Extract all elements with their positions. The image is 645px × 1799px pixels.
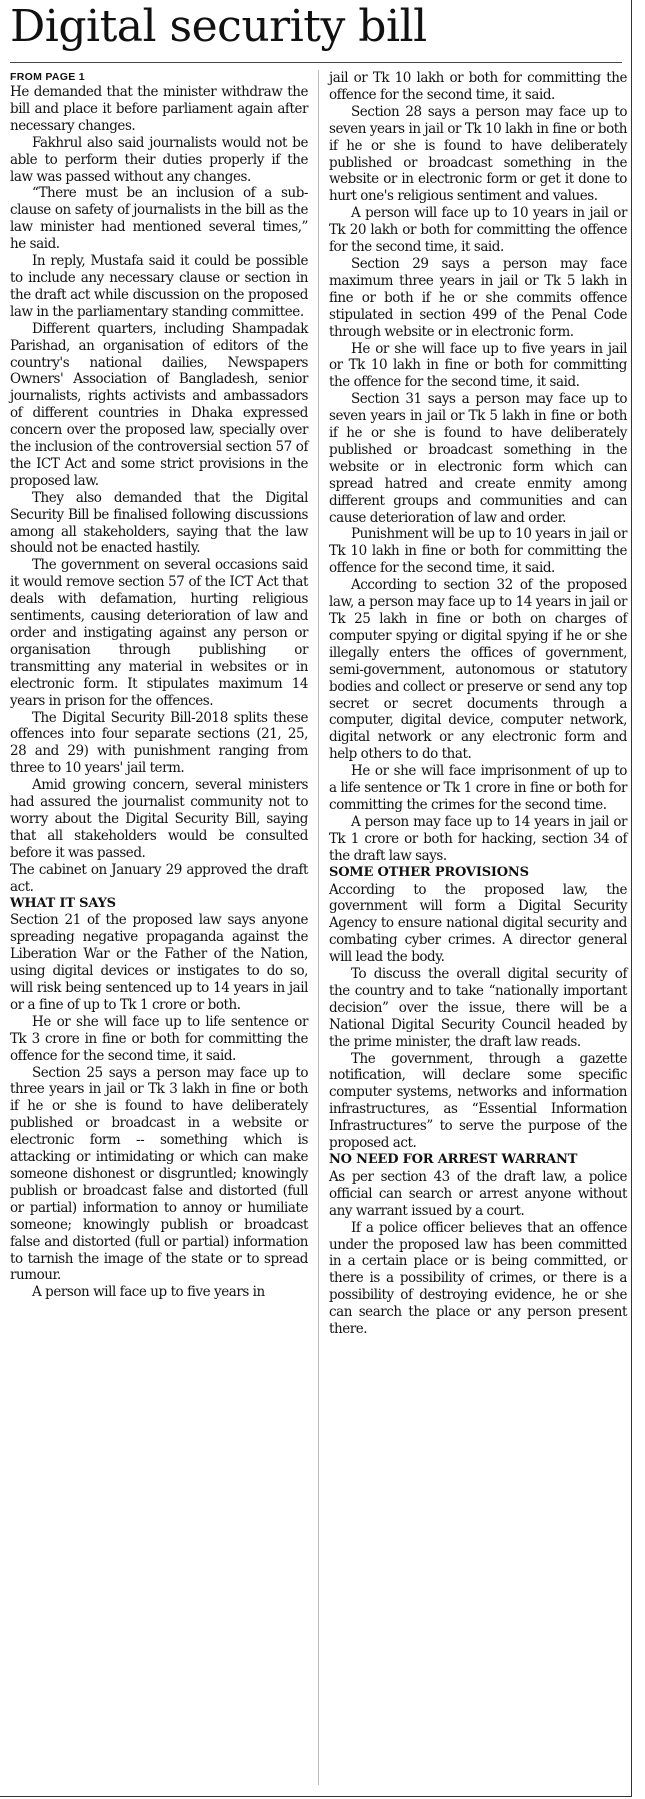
paragraph: jail or Tk 10 lakh or both for committing the offence for the second time, it said. [329,70,627,103]
kicker: FROM PAGE 1 [10,71,85,83]
paragraph: A person may face up to 14 years in jail or Tk 1 crore or both for hacking, section 34 of the draft law says. [329,813,627,864]
paragraph: Section 31 says a person may face up to seven years in jail or Tk 5 lakh in fine or both if he or she is found to have deliberately published or broadcast something in the website or in electronic form which can spread hatred and create enmity among different groups and communities and can cause deterioration of law and order. [329,391,627,526]
article-column-left [10,70,308,1301]
paragraph: Amid growing concern, several ministers had assured the journalist community not to worry about the Digital Security Bill, saying that all stakeholders would be consulted before it was passed. [10,777,308,861]
paragraph: The Digital Security Bill-2018 splits these offences into four separate sections (21, 25, 28 and 29) with punishment ranging from three to 10 years' jail term. [10,709,308,777]
paragraph: He demanded that the minister withdraw the bill and place it before parliament again after necessary changes. [10,84,308,134]
paragraph: “There must be an inclusion of a sub-clause on safety of journalists in the bill as the law minister had mentioned several times,” he said. [10,185,308,253]
paragraph: Different quarters, including Shampadak Parishad, an organisation of editors of the country's national dailies, Newspapers Owners' Association of Bangladesh, senior journalists, rights activists and ambassadors of different countries in Dhaka expressed concern over the proposed law, specially over the inclusion of the controversial section 57 of the ICT Act and some strict provisions in the proposed law. [10,320,308,489]
paragraph: Section 21 of the proposed law says anyone spreading negative propaganda against the Liberation War or the Father of the Nation, using digital devices or instigates to do so, will risk being sentenced up to 14 years in jail or a fine of up to Tk 1 crore or both. [10,912,308,1013]
column-divider [318,70,319,1785]
paragraph: A person will face up to 10 years in jail or Tk 20 lakh or both for committing the offence for the second time, it said. [329,205,627,256]
paragraph: He or she will face up to five years in jail or Tk 10 lakh in fine or both for committing the offence for the second time, it said. [329,340,627,391]
article-column-right [329,70,627,1338]
paragraph: Section 28 says a person may face up to seven years in jail or Tk 10 lakh in fine or both if he or she is found to have deliberately published or broadcast something in the website or in electronic form or get it done to hurt one's religious sentiment and values. [329,103,627,205]
section-subheading: NO NEED FOR ARREST WARRANT [329,1152,578,1167]
paragraph: The government, through a gazette notification, will declare some specific computer systems, networks and information infrastructures, as “Essential Information Infrastructures” to serve the purpose of the proposed act. [329,1050,627,1152]
paragraph: Punishment will be up to 10 years in jail or Tk 10 lakh in fine or both for committing the offence for the second time, it said. [329,526,627,577]
section-subheading: WHAT IT SAYS [10,895,116,911]
paragraph: The cabinet on January 29 approved the draft act. [10,861,308,895]
paragraph: Section 25 says a person may face up to three years in jail or Tk 3 lakh in fine or both if he or she is found to have deliberately published or broadcast in a website or electronic form -- something which is attacking or intimidating or which can make someone dishonest or disgruntled; knowingly publish or broadcast false and distorted (full or partial) information to annoy or humiliate someone; knowingly publish or broadcast false and distorted (full or partial) information to tarnish the image of the state or to spread rumour. [10,1064,308,1284]
headline-rule [10,62,622,63]
paragraph: He or she will face imprisonment of up to a life sentence or Tk 1 crore in fine or both for committing the crimes for the second time. [329,763,627,813]
paragraph: In reply, Mustafa said it could be possible to include any necessary clause or section in the draft act while discussion on the proposed law in the parliamentary standing committee. [10,253,308,320]
paragraph: The government on several occasions said it would remove section 57 of the ICT Act that deals with defamation, hurting religious sentiments, causing deterioration of law and order and instigating against any person or organisation through publishing or transmitting any material in websites or in electronic form. It stipulates maximum 14 years in prison for the offences. [10,557,308,709]
headline: Digital security bill [10,1,427,52]
section-subheading: SOME OTHER PROVISIONS [329,864,529,880]
paragraph: As per section 43 of the draft law, a police official can search or arrest anyone without any warrant issued by a court. [329,1168,627,1219]
paragraph: Section 29 says a person may face maximum three years in jail or Tk 5 lakh in fine or both if he or she commits offence stipulated in section 499 of the Penal Code through website or in electronic form. [329,255,627,340]
paragraph: If a police officer believes that an offence under the proposed law has been committed in a certain place or is being committed, or there is a possibility of crimes, or there is a possibility of destroying evidence, he or she can search the place or any person present there. [329,1219,627,1338]
paragraph: According to section 32 of the proposed law, a person may face up to 14 years in jail or Tk 25 lakh in fine or both on charges of computer spying or digital spying if he or she illegally enters the offices of government, semi-government, autonomous or statutory bodies and collect or preserve or send any top secret or secret documents through a computer, digital device, computer network, digital network or any electronic form and help others to do that. [329,577,627,763]
paragraph: A person will face up to five years in [32,1284,265,1301]
paragraph: He or she will face up to life sentence or Tk 3 crore in fine or both for committing the offence for the second time, it said. [10,1013,308,1064]
paragraph: They also demanded that the Digital Security Bill be finalised following discussions among all stakeholders, saying that the law should not be enacted hastily. [10,489,308,557]
paragraph: According to the proposed law, the government will form a Digital Security Agency to ensure national digital security and combating cyber crimes. A director general will lead the body. [329,881,627,966]
paragraph: Fakhrul also said journalists would not be able to perform their duties properly if the law was passed without any changes. [10,134,308,185]
paragraph: To discuss the overall digital security of the country and to take “nationally important decision” over the issue, there will be a National Digital Security Council headed by the prime minister, the draft law reads. [329,966,627,1050]
